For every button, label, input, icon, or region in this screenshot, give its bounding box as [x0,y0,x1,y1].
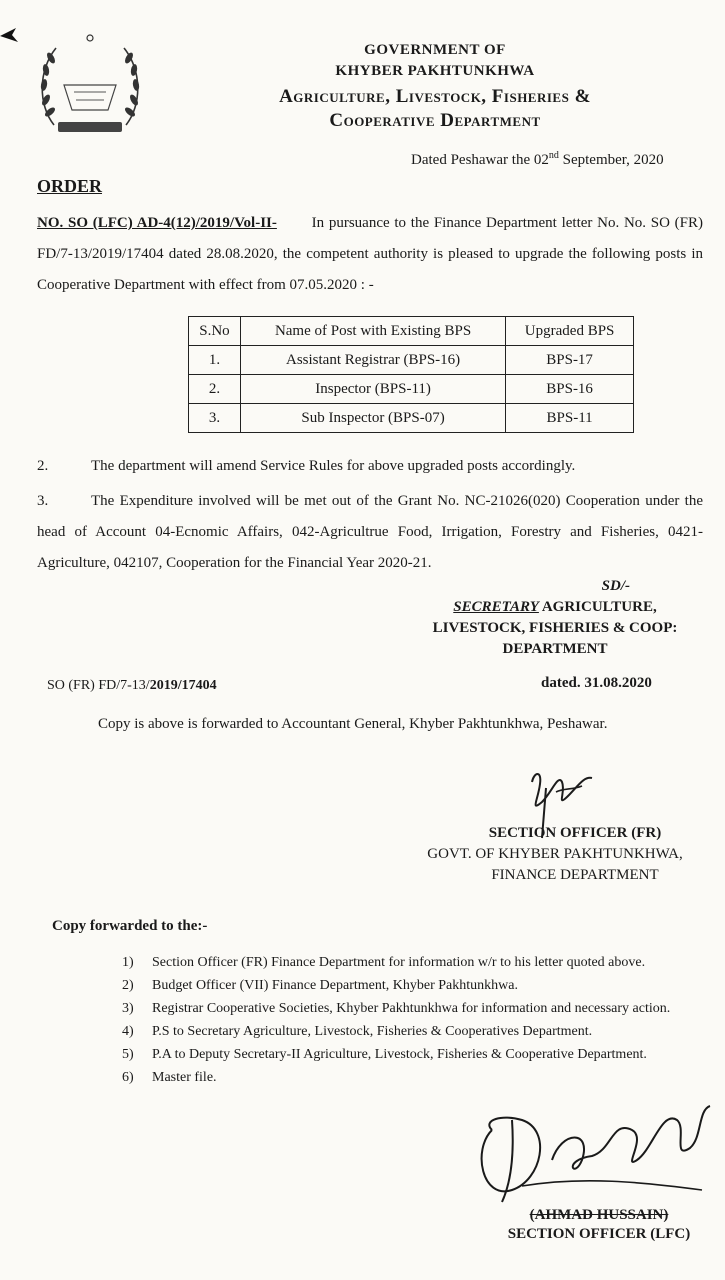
header-sno: S.No [189,317,241,346]
cell-sno: 2. [189,375,241,404]
cell-post: Inspector (BPS-11) [240,375,505,404]
finance-reference [47,678,217,694]
list-item-number: 2) [122,978,134,993]
list-item-text: Master file. [152,1070,217,1085]
cell-bps: BPS-11 [506,404,634,433]
finance-reference-prefix: SO (FR) FD/7-13/ [47,678,150,693]
list-item-text: Section Officer (FR) Finance Department for information w/r to his letter quoted above. [152,955,646,970]
order-paragraph-2 [37,458,575,475]
date-suffix: September, 2020 [558,152,664,168]
corner-mark-icon [0,26,20,44]
list-item [122,1044,697,1065]
list-item-text: Budget Officer (VII) Finance Department, Khyber Pakhtunkhwa. [152,978,518,993]
cell-bps: BPS-16 [506,375,634,404]
lfc-signatory-block [494,1206,704,1244]
date-line [411,150,664,169]
table-row [189,404,634,433]
order-paragraph-3 [37,486,703,579]
finance-signatory-block [400,823,710,886]
date-sup: nd [548,150,559,161]
finance-officer-govt: GOVT. OF KHYBER PAKHTUNKHWA, [427,846,683,862]
header-upgraded: Upgraded BPS [506,317,634,346]
paragraph-number: 3. [37,493,49,509]
cell-bps: BPS-17 [506,346,634,375]
list-item-number: 5) [122,1047,134,1062]
list-item [122,975,697,996]
date-prefix: Dated Peshawar the 02 [411,152,549,168]
finance-officer-dept: FINANCE DEPARTMENT [491,867,659,883]
table-header-row [189,317,634,346]
secretary-line1 [420,597,690,618]
finance-reference-number: 2019/17404 [149,678,217,693]
list-item-text: P.A to Deputy Secretary-II Agriculture, Livestock, Fisheries & Cooperative Department. [152,1047,647,1062]
signatory-title: SECTION OFFICER (LFC) [507,1226,691,1242]
copy-forwarded-list [122,952,697,1090]
list-item-number: 3) [122,1001,134,1016]
list-item-number: 6) [122,1070,134,1085]
order-title: ORDER [37,176,103,196]
finance-date: dated. 31.08.2020 [541,675,652,691]
secretary-line1-rest: AGRICULTURE, [538,599,657,615]
list-item [122,1021,697,1042]
paragraph-2-text: The department will amend Service Rules for above upgraded posts accordingly. [91,458,576,474]
secretary-line3: DEPARTMENT [502,641,608,657]
header-post: Name of Post with Existing BPS [240,317,505,346]
cell-sno: 1. [189,346,241,375]
order-paragraph-1-text: In pursuance to the Finance Department letter No. No. SO (FR) FD/7-13/2019/17404 dated 28.08.2020, the competent authority is pleased to upgrade the following posts in Cooperative Department with effect from 07.05.2020 : - [37,215,703,293]
finance-officer-title: SECTION OFFICER (FR) [488,825,662,841]
table-row [189,346,634,375]
list-item-number: 4) [122,1024,134,1039]
cell-sno: 3. [189,404,241,433]
cell-post: Sub Inspector (BPS-07) [240,404,505,433]
header-province: KHYBER PAKHTUNKHWA [335,63,535,79]
list-item [122,952,697,973]
list-item-text: P.S to Secretary Agriculture, Livestock, Fisheries & Cooperatives Department. [152,1024,593,1039]
header-department-line1: Agriculture, Livestock, Fisheries & [279,86,591,107]
header-department-line2: Cooperative Department [329,110,541,131]
list-item-text: Registrar Cooperative Societies, Khyber Pakhtunkhwa for information and necessary action. [152,1001,671,1016]
secretary-signature-block [420,576,690,660]
list-item-number: 1) [122,955,134,970]
list-item [122,998,697,1019]
paragraph-number: 2. [37,458,49,474]
order-reference: NO. SO (LFC) AD-4(12)/2019/Vol-II- [37,215,277,231]
secretary-title: SECRETARY [453,599,539,615]
secretary-line2: LIVESTOCK, FISHERIES & COOP: [432,620,678,636]
posts-table [188,316,634,433]
emblem-icon [34,30,146,142]
header-government: GOVERNMENT OF [364,42,506,58]
paragraph-3-text: The Expenditure involved will be met out of the Grant No. NC-21026(020) Cooperation under the head of Account 04-Ecnomic Affairs, 042-Agricultrue Food, Irrigation, Forestry and Fisheries, 0421-Agriculture, 042107, Cooperation for the Financial Year 2020-21. [37,493,703,571]
copy-forwarded-heading: Copy forwarded to the:- [52,918,208,934]
signature-lfc-icon [462,1090,712,1210]
copy-to-accountant-general: Copy is above is forwarded to Accountant General, Khyber Pakhtunkhwa, Peshawar. [98,716,608,732]
table-row [189,375,634,404]
order-paragraph-1 [37,208,703,301]
signatory-name: (AHMAD HUSSAIN) [529,1207,669,1223]
sd-mark: SD/- [601,578,630,594]
cell-post: Assistant Registrar (BPS-16) [240,346,505,375]
list-item [122,1067,697,1088]
